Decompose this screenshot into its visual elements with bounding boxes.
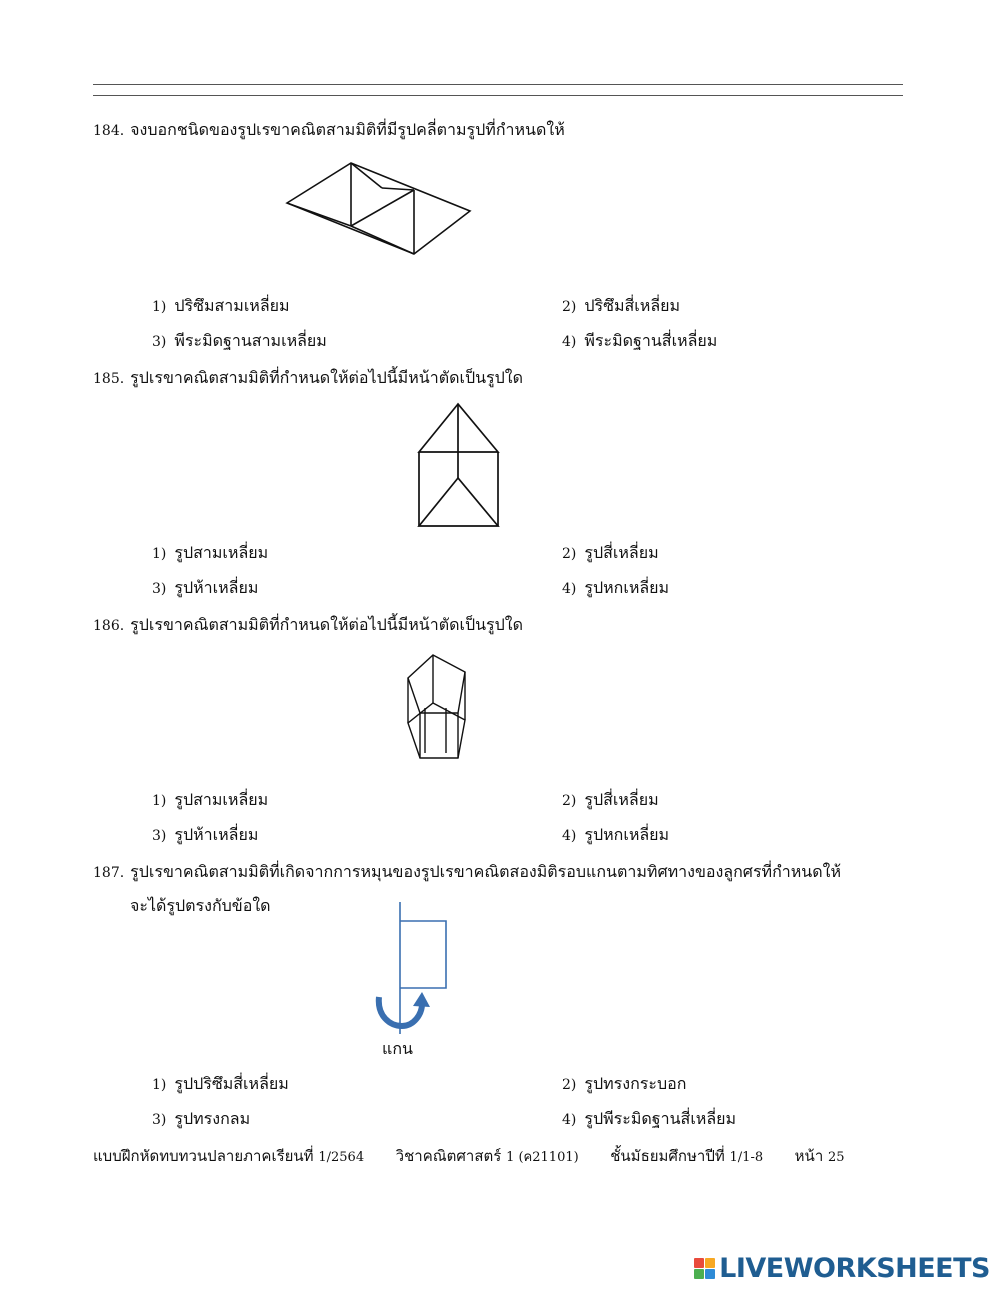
- question-number: 186.: [93, 618, 125, 634]
- option-184-1[interactable]: 1) ปริซึมสามเหลี่ยม: [152, 296, 290, 315]
- net-figure-184: [280, 160, 480, 260]
- option-187-2[interactable]: 2) รูปทรงกระบอก: [562, 1074, 687, 1093]
- footer-term: 1/2564: [318, 1150, 365, 1165]
- question-text: รูปเรขาคณิตสามมิติที่กำหนดให้ต่อไปนี้มีหน้าตัดเป็นรูปใด: [130, 368, 523, 387]
- liveworksheets-logo[interactable]: [694, 1253, 990, 1284]
- question-text: จงบอกชนิดของรูปเรขาคณิตสามมิติที่มีรูปคลี่ตามรูปที่กำหนดให้: [130, 120, 565, 139]
- pentagonal-prism-figure-186: [400, 650, 475, 765]
- question-number: 187.: [93, 865, 125, 881]
- option-186-4[interactable]: 4) รูปหกเหลี่ยม: [562, 825, 670, 844]
- option-184-2[interactable]: 2) ปริซึมสี่เหลี่ยม: [562, 296, 681, 315]
- question-text: รูปเรขาคณิตสามมิติที่กำหนดให้ต่อไปนี้มีหน้าตัดเป็นรูปใด: [130, 615, 523, 634]
- option-187-3[interactable]: 3) รูปทรงกลม: [152, 1109, 251, 1128]
- option-187-1[interactable]: 1) รูปปริซึมสี่เหลี่ยม: [152, 1074, 289, 1093]
- option-185-1[interactable]: 1) รูปสามเหลี่ยม: [152, 543, 269, 562]
- logo-text: LIVEWORKSHEETS: [719, 1253, 990, 1284]
- footer-page-label: หน้า: [794, 1147, 824, 1165]
- footer-grade-label: ชั้นมัธยมศึกษาปีที่: [610, 1147, 725, 1165]
- axis-label: แกน: [382, 1039, 413, 1058]
- footer-title: แบบฝึกหัดทบทวนปลายภาคเรียนที่: [93, 1147, 314, 1165]
- option-185-3[interactable]: 3) รูปห้าเหลี่ยม: [152, 578, 259, 597]
- page-footer: [93, 1144, 845, 1168]
- question-text: รูปเรขาคณิตสามมิติที่เกิดจากการหมุนของรูปเรขาคณิตสองมิติรอบแกนตามทิศทางของลูกศรที่กำหนดให้: [130, 862, 841, 881]
- footer-subject: วิชาคณิตศาสตร์: [395, 1147, 502, 1165]
- option-186-3[interactable]: 3) รูปห้าเหลี่ยม: [152, 825, 259, 844]
- footer-page-number: 25: [828, 1150, 845, 1165]
- question-number: 184.: [93, 123, 125, 139]
- top-double-rule: [93, 84, 903, 96]
- question-number: 185.: [93, 371, 125, 387]
- logo-blocks-icon: [694, 1258, 715, 1279]
- question-187-text: [93, 860, 841, 885]
- option-184-4[interactable]: 4) พีระมิดฐานสี่เหลี่ยม: [562, 331, 718, 350]
- option-186-2[interactable]: 2) รูปสี่เหลี่ยม: [562, 790, 659, 809]
- option-186-1[interactable]: 1) รูปสามเหลี่ยม: [152, 790, 269, 809]
- footer-grade: 1/1-8: [729, 1150, 764, 1165]
- question-186-text: [93, 613, 523, 638]
- footer-subject-code: 1 (ค21101): [506, 1150, 579, 1165]
- option-187-4[interactable]: 4) รูปพีระมิดฐานสี่เหลี่ยม: [562, 1109, 737, 1128]
- question-185-text: [93, 366, 523, 391]
- rotation-figure-187: [370, 900, 460, 1040]
- option-185-2[interactable]: 2) รูปสี่เหลี่ยม: [562, 543, 659, 562]
- question-184-text: [93, 118, 565, 143]
- option-185-4[interactable]: 4) รูปหกเหลี่ยม: [562, 578, 670, 597]
- prism-figure-185: [414, 400, 504, 530]
- question-187-text-line2: จะได้รูปตรงกับข้อใด: [130, 896, 271, 915]
- option-184-3[interactable]: 3) พีระมิดฐานสามเหลี่ยม: [152, 331, 327, 350]
